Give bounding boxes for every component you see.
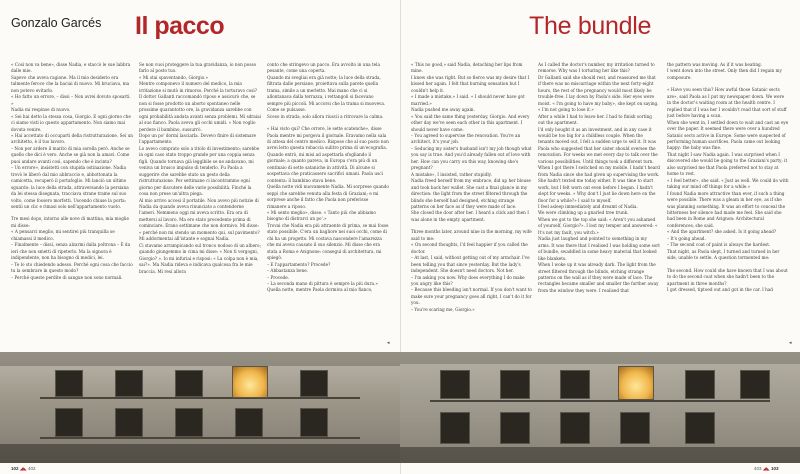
- paragraph: Nadia freed herself from my embrace, did up her blouse and took back her wallet. She cast a final glance in my direction: the light from the street filtered through the blinds she herself had designed, etching strange patterns on her face as if they were made of lace.: [411, 178, 531, 209]
- paragraph: – The second coat of paint is always the hardest.: [667, 242, 771, 248]
- paragraph: I went down into the street. Only then did I regain my composure.: [667, 68, 782, 80]
- paragraph: As I called the doctor's number, my irritation turned to remorse. Why was I torturing her like this?: [538, 62, 655, 74]
- paragraph: Quando mi svegliai era già notte; la luce della strada, filtrata dalle persiane, proiettava sulla parete quella trama, simile a un merletto. Mai mano che ci si allontanava dalla terrazza, i rettangoli si facevano sempre più piccoli. Mi accorsi che la trama si muoveva. Come se pulsasse.: [267, 74, 386, 113]
- right-footer: [754, 466, 778, 472]
- paragraph: Lo avevo comprato solo a titolo di investimento; sarebbe in ogni caso stato troppo grande per una coppia senza figli. Quando tornava già leggibile se ne andavano, mi veniva un brusco impulso di tenderlo. Fu Paola a suggerire che sarebbe stato un gesto della ristrutturazione. Per settimane ci incontrammo ogni giorno per discutere delle varie possibilità. Finché la cosa non prese un'altra piega.: [139, 145, 260, 197]
- paragraph: « Così non va bene», disse Nadia, e staccò le sue labbra dalle mie.: [11, 62, 131, 74]
- english-column-3: [667, 62, 789, 352]
- paragraph: Ci stavamo arrampicando sul tronco nodoso di un albero; quando giungemmo in cima mi disse: « Non ti vergogni, Giorgio? ». Io mi infuriai e risposi: « La colpa non è mia, sai?». Ma Nadia rideva e indicava qualcosa fra le mie braccia. Mi resi allora: [139, 242, 261, 274]
- paragraph: Se non vuoi proteggere la tua gravidanza, io non posso farlo al posto tuo.: [139, 62, 257, 74]
- left-footer: [11, 466, 35, 472]
- paragraph: « And the apartment? she asked. Is it going ahead?: [667, 229, 777, 235]
- paragraph: I knew she was right. But so fierce was my desire that I kissed her again. I felt that burning sensation but I couldn't help it.: [411, 74, 530, 93]
- english-column-2: [538, 62, 660, 352]
- paragraph: – Un errore», insistetti con stupida ostinazione. Nadia trovò le liberò dal mio abbraccio e, abbottonata la camicetta, recuperò il portafoglio. Mi lanciò un ultimo sguardo: la luce della strada, attraversando la persiana da lei stessa disegnata, tracciava strane trame sul suo volto, come fossero morfetti. Uscendo chiuse la porta: sentii un clic e rimasi solo nell'appartamento vuoto.: [11, 165, 129, 209]
- paragraph: – Because this bleeding isn't normal. If you don't want to make sure your pregnancy goes all right, I can't do it for you.: [411, 287, 532, 306]
- paragraph: Dr Gallanti said she should rest, and reassured me that if there was no miscarriage within the next forty-eight hours, the rest of the pregnancy would most likely be trouble-free. I lay down by Paola's side. Her eyes were moist. « I'm going to have my baby», she kept on saying. « I'm not going to lose it.»: [538, 74, 659, 113]
- paragraph: – Te lo sto chiedendo adesso. Perché ogni cosa che faccio tu la sembrare in questo modo?: [11, 261, 133, 274]
- paragraph: – Perché queste perdite di sangue non sono normali.: [11, 274, 123, 280]
- paragraph: « I made a mistake,» I said. « I should never have got married.»: [411, 94, 525, 106]
- building-facade-photo: [400, 352, 800, 463]
- paragraph: When we got to the top she said: « Aren't you ashamed of yourself, Giorgio?». I lost my temper and answered: « It's not my fault, you witch.»: [538, 216, 658, 235]
- paragraph: conto che stringevo un pacco. Era avvolto in una tela pesante, come una coperta.: [267, 62, 380, 74]
- italian-column-1: [11, 62, 133, 352]
- continue-arrow-icon: ◂: [789, 340, 792, 346]
- paragraph: A mistake», I insisted, rather stupidly.: [411, 171, 492, 177]
- paragraph: « Sei hai detto la stessa cosa, Giorgio. E ogni giorno che ci siamo visti io questo appartamento. Non siamo mai dovuta venire.: [11, 113, 131, 132]
- section-number: 403: [754, 466, 762, 471]
- paragraph: That night, as Paola slept, I turned and turned in her side, unable to settle. A question tormented me:: [667, 248, 780, 261]
- paragraph: – E l'appartamento? Procede?: [267, 261, 331, 267]
- paragraph: « Have you seen this? How awful those Satanic sects are», said Paola as I put my newspaper down. We were in the doctor's waiting room at the health centre. I replied that if I was her I wouldn't read that sort of stuff just before having a scan.: [667, 87, 787, 119]
- logo-icon: ◢◣: [762, 466, 770, 471]
- paragraph: Trovai che Nadia era più attraente di prima, se mai fosse stato possibile. C'era un bagliore nei suoi occhi, come di chi ha un progetto. Mi costava nascondere l'amarezza che mi aveva causato il suo silenzio. Mi disse che era stata a Roma e Avignone: conseguì di architettura, mi spiegò.: [267, 222, 389, 261]
- paragraph: « A pensarci meglio, mi sentirei più tranquilla se chiamassi il medico.: [11, 229, 115, 241]
- paragraph: Nadia pushed me away again.: [411, 107, 475, 113]
- paragraph: Sapevo che aveva ragione. Ma il mio desiderio era talmente feroce che la baciai di nuovo. Mi bruciava, ma non potevo evitarlo.: [11, 74, 130, 93]
- paragraph: « On second thoughts, I'd feel happier if you called the doctor.: [411, 242, 528, 254]
- paragraph: Nadia mi respinse di nuovo.: [11, 107, 71, 113]
- paragraph: Al mio arrivo accesi il portatile. Non avevo più notizie di Nadia da quando aveva rinunciato a contenderne l'ameri. Nemmeno oggi mi aveva scritto. Era ora di mettersi al lavoro. Ma ero stato precedente prima di cominciare. Erano settimane che non dormivo. Mi disse: « perché non mi stendo un momento qui, sul pavimento?: [139, 197, 260, 235]
- english-title: The bundle: [529, 12, 652, 40]
- section-number: 402: [27, 466, 36, 471]
- paragraph: « You said the same thing yesterday, Giorgio. And every other day we've seen each other in this apartment. I should never have come.: [411, 113, 530, 132]
- paragraph: I feel asleep immediately and dreamt of Nadia.: [538, 203, 638, 209]
- paragraph: The second. How could she have known that I was about to do the second coat when she hadn't been to the apartment in three months?: [667, 267, 788, 286]
- paragraph: « This no good,» said Nadia, detaching her lips from mine.: [411, 62, 523, 74]
- paragraph: – You're scaring me, Giorgio.»: [411, 306, 475, 312]
- paragraph: « Hai accettato di occuparti della ristrutturazione. Sei un architetto, è il tuo lavoro.: [11, 132, 133, 145]
- paragraph: Tre mesi dopo, intorno alle nove di mattina, mia moglie mi disse:: [11, 216, 129, 228]
- english-column-1: [411, 62, 533, 352]
- paragraph: « I feel better», she said. « Just as well. We could do with taking our mind off things for a while.»: [667, 177, 789, 190]
- logo-icon: ◢◣: [19, 466, 27, 471]
- italian-column-2: [139, 62, 261, 352]
- paragraph: She closed the door after her. I heard a click and then I was alone in the empty apartment.: [411, 210, 529, 222]
- paragraph: Quella notte vidi nuovamente Nadia. Mi sorprese quando seppi che sarebbe venuta alla festa di Graziani; e mi sorprese anche il fatto che Paola non preferisse rimanere a riposo.: [267, 184, 389, 209]
- paragraph: – Abbastanza bene.: [267, 268, 309, 274]
- author-name: Gonzalo Garcés: [11, 16, 102, 30]
- paragraph: Dopo un po' dormì lasciarla. Dovevo finire di sistemare l'appartamento.: [139, 132, 257, 145]
- page-number: 102: [11, 466, 19, 471]
- paragraph: – It's going ahead.: [667, 235, 706, 241]
- paragraph: When she went in, I settled down to wait and cast an eye over the paper. It seemed there were over a hundred Satanic sects active in Europe. Some were suspected of performing human sacrifices. Paola came out looking happy: the baby was fine.: [667, 119, 789, 151]
- paragraph: – Procede.: [267, 274, 290, 280]
- page-number: 103: [770, 466, 779, 471]
- paragraph: I found Nadia more attractive than ever, if such a thing were possible. There was a gleam in her eye, as if she was planning something. It was an effort to conceal the bitterness her silence had made me feel. She said she had been in Rome and Avignon: Architectural conferences, she said.: [667, 190, 786, 228]
- paragraph: – Seducing my sister's husband isn't my job though what you say is true. And you'd already fallen out of love with her. How can you carry on this way, knowing she's pregnant?: [411, 145, 532, 171]
- lit-window: [618, 366, 654, 400]
- paragraph: – You agreed to supervise the renovation. You're an architect, it's your job.: [411, 132, 521, 145]
- paragraph: – La seconda mano di pittura è sempre la più dura.»: [267, 280, 378, 286]
- paragraph: Quando entrò, mi misi ad aspettarla sfogliando il giornale; a quanto pareva, in Europa c'era più di un centinaio di sette sataniche in attività. Di alcune si sospettava che praticassero sacrifici umani. Paola uscì contenta: il bambino stava bene.: [267, 151, 383, 183]
- paragraph: Mi addormentai all'istante e sognai Nadia.: [139, 236, 230, 242]
- paragraph: – Non per ardere il marito di mia sorella però. Anche se quello che dici è vero. Anche se già non la amavi. Come puoi andare avanti così, sapendo che è incinta?: [11, 145, 130, 164]
- paragraph: I got dressed, tiptoed out and got in the car. I had: [667, 286, 773, 292]
- paragraph: When I woke up it was already dark. The light from the street filtered through the blinds, etching strange patterns on the wall as if they were made of lace. The rectangles became smaller and smaller the further away from the window they were. I realised that: [538, 262, 659, 293]
- paragraph: That night I saw Nadia again. I was surprised when I discovered she would be going to the Graziani's party; it also surprised me that Paola preferred not to stay at home to rest.: [667, 151, 788, 177]
- building-facade-photo: [0, 352, 400, 463]
- paragraph: When I got there I switched on my mobile. I hadn't heard from Nadia since she had given up supervising the work. She hadn't texted me today either. It was time to start work, but I felt worn out even before I began. I hadn't slept for weeks. « Why don't I just lie down here on the floor for a while?» I said to myself.: [538, 165, 660, 203]
- paragraph: Sceso in strada, solo allora riuscii a ritrovare la calma.: [267, 113, 384, 119]
- paragraph: – At last, I said, without getting out of my armchair. I've been telling you that since yesterday. But the lady's independent. She doesn't need doctors. Not her.: [411, 255, 530, 274]
- paragraph: – I'm asking you now. Why does everything I do make you angry like this?: [411, 274, 525, 286]
- italian-column-3: [267, 62, 389, 352]
- lit-window: [232, 366, 268, 398]
- paragraph: – Finalmente – dissi, senza alzarmi dalla poltrona – È da ieri che non smetti di ripeterlo. Ma la signora è indipendente, non ha bisogno di medici, lei.: [11, 242, 131, 261]
- paragraph: Quella notte, mentre Paola dormiva al mio fianco,: [267, 287, 373, 293]
- paragraph: « Mi sento meglio», disse. « Tanto più che abbiamo bisogno di distrarci un po'.»: [267, 209, 376, 222]
- paragraph: « Mi stai spaventando, Giorgio.»: [139, 74, 209, 80]
- paragraph: Nadia just laughed and pointed to something in my arms. It was there that I realised I was holding some sort of bundle, swaddled in some heavy material that looked like blankets.: [538, 236, 660, 261]
- paragraph: « Hai visto qui? Che orrore, le sette scatenche», disse Paola mentre mi porgeva il giornale. Eravamo nella sala di attesa del centro medico. Rispose che al suo posto non avrei letto questa robaccia sulitro prima di un'ecografia.: [267, 126, 389, 151]
- paragraph: We were climbing up a gnarled tree trunk.: [538, 210, 629, 216]
- continue-arrow-icon: ◂: [387, 340, 390, 346]
- paragraph: Mentre componevo il numero del medico, la mia irritazione si mutò in rimorso. Perché la torturavo così? Il dottor Gallanti raccomandò riposo e assicurò che, se non si fosse prodotto un aborto spontaneo nelle prossime quarantotto ore, la gravidanza sarebbe con ogni probabilità andata avanti senza problemi. Mi sdraiai al suo fianco. Paola aveva gli occhi umidi. « Non voglio perdere il bambino, sussurrò.: [139, 81, 261, 132]
- paragraph: Three months later, around nine in the morning, my wife said to me:: [411, 229, 532, 241]
- paragraph: I'd only bought it as an investment, and in any case it would be too big for a childless couple. When the tenants moved out, I felt a sudden urge to sell it. It was Paola who suggested that her sister should oversee the renovation. For weeks we met every day to talk over the various possibilities. Until things took a different turn.: [538, 126, 658, 164]
- italian-title: Il pacco: [135, 12, 225, 40]
- paragraph: « Ho fatto un errore, – dissi – Non avrei dovuto sposarti. »: [11, 94, 131, 106]
- paragraph: the pattern was moving. As if it was beating.: [667, 62, 763, 67]
- paragraph: After a while I had to leave her. I had to finish sorting out the apartment.: [538, 113, 652, 126]
